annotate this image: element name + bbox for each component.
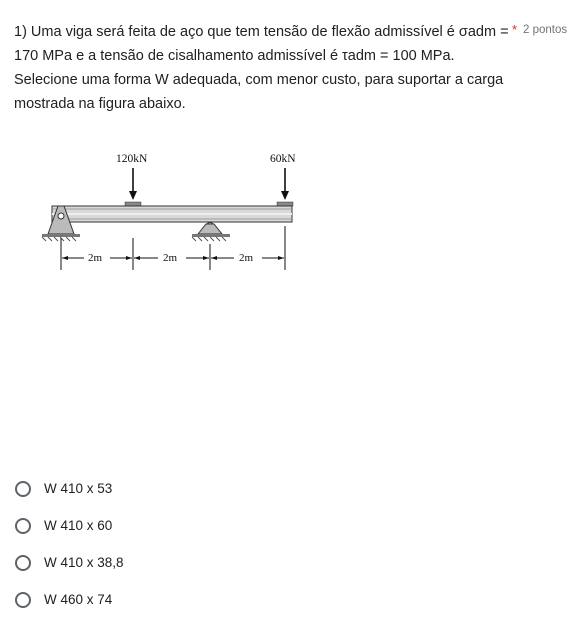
beam-figure bbox=[34, 146, 304, 276]
load-label-right: 60kN bbox=[270, 153, 296, 165]
radio-button[interactable] bbox=[15, 518, 31, 534]
load-pad-left bbox=[125, 202, 141, 206]
radio-button[interactable] bbox=[15, 555, 31, 571]
dimension-label-2: 2m bbox=[163, 252, 178, 264]
dimension-label-3: 2m bbox=[239, 252, 254, 264]
required-asterisk: * bbox=[512, 22, 518, 37]
option-label: W 410 x 60 bbox=[44, 518, 113, 533]
radio-button[interactable] bbox=[15, 481, 31, 497]
option-label: W 410 x 38,8 bbox=[44, 555, 124, 570]
option-label: W 460 x 74 bbox=[44, 592, 113, 607]
option-w460x74[interactable] bbox=[14, 581, 314, 618]
load-pad-right bbox=[277, 202, 293, 206]
beam bbox=[52, 206, 292, 222]
load-label-left: 120kN bbox=[116, 153, 148, 165]
points-label: 2 pontos bbox=[523, 24, 568, 36]
question-text: 1) Uma viga será feita de aço que tem tensão de flexão admissível é σadm = 170 MPa e a tensão de cisalhamento admissível é τadm = 100 MPa. Selecione uma forma W adequada, com menor custo, para suportar a carga mostrada na figura abaixo. bbox=[14, 24, 509, 112]
roller-support-middle bbox=[192, 223, 230, 242]
option-label: W 410 x 53 bbox=[44, 481, 113, 496]
load-arrow-left bbox=[129, 168, 137, 200]
option-w410x60[interactable] bbox=[14, 507, 314, 544]
answer-options bbox=[14, 470, 314, 618]
radio-button[interactable] bbox=[15, 592, 31, 608]
dimension-label-1: 2m bbox=[88, 252, 103, 264]
option-w410x38-8[interactable] bbox=[14, 544, 314, 581]
option-w410x53[interactable] bbox=[14, 470, 314, 507]
load-arrow-right bbox=[281, 168, 289, 200]
